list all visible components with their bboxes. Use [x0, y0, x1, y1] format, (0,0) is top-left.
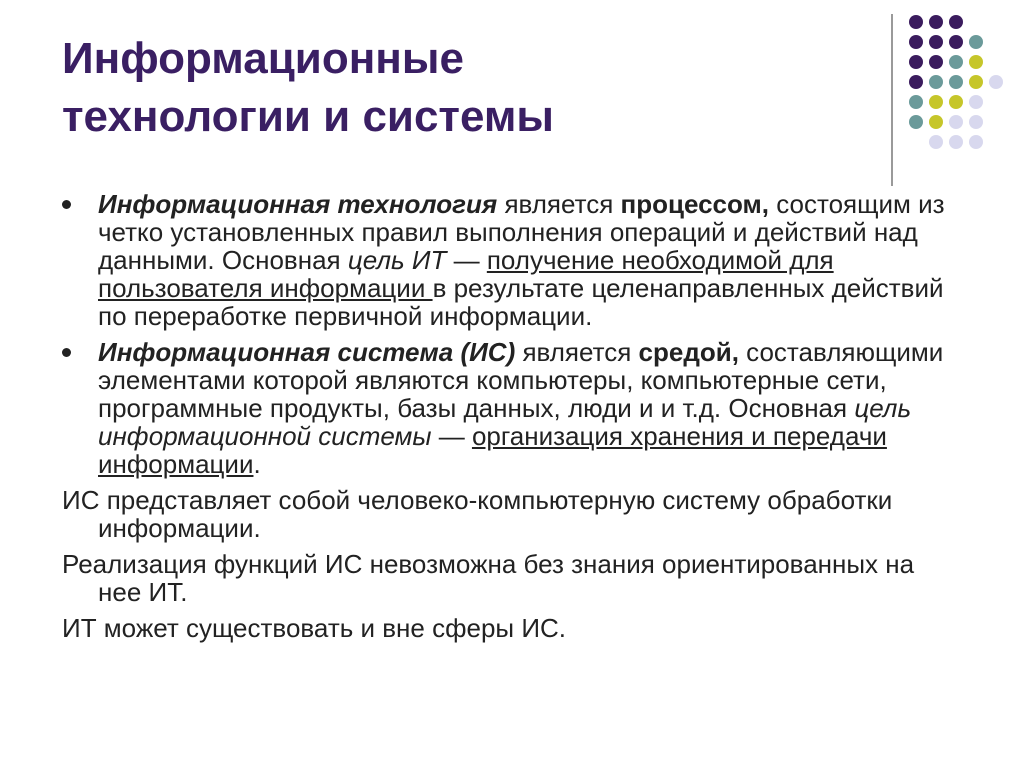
dash: — — [446, 245, 487, 275]
decor-dot — [909, 15, 923, 29]
text: состоящим из четко установленных правил выполнения операций и действий над данными. Основная — [98, 189, 945, 275]
title-line-1: Информационные — [62, 34, 464, 83]
decor-dot — [949, 55, 963, 69]
slide-title — [62, 30, 842, 146]
decor-dot — [949, 35, 963, 49]
decor-dot — [949, 115, 963, 129]
decor-dot — [909, 95, 923, 109]
decor-dot — [989, 75, 1003, 89]
title-divider — [891, 14, 893, 186]
decor-dot — [969, 75, 983, 89]
text: составляющими элементами которой являются компьютеры, компьютерные сети, программные продукты, базы данных, люди и и т.д. Основная — [98, 337, 944, 423]
paragraph-1: ИС представляет собой человеко-компьютерную систему обработки информации. — [62, 485, 893, 543]
slide-body — [62, 190, 962, 650]
keyword: процессом, — [620, 189, 769, 219]
dash: — — [431, 421, 472, 451]
decor-dot — [909, 75, 923, 89]
goal: цель информационной системы — [98, 393, 912, 451]
decor-dot — [909, 35, 923, 49]
decor-dot — [969, 135, 983, 149]
keyword: средой, — [638, 337, 739, 367]
decor-dot — [949, 135, 963, 149]
decor-dot — [929, 115, 943, 129]
decor-dot — [949, 95, 963, 109]
decorative-dot-grid — [906, 12, 1006, 172]
bullet-icon — [62, 348, 71, 357]
text-tail: в результате целенаправленных действий по переработке первичной информации. — [98, 273, 944, 331]
decor-dot — [909, 55, 923, 69]
decor-dot — [929, 135, 943, 149]
bullet-item-2 — [62, 338, 962, 478]
decor-dot — [969, 95, 983, 109]
decor-dot — [929, 75, 943, 89]
decor-dot — [929, 55, 943, 69]
decor-dot — [929, 95, 943, 109]
paragraph-2: Реализация функций ИС невозможна без знания ориентированных на нее ИТ. — [62, 549, 915, 607]
paragraph-3: ИТ может существовать и вне сферы ИС. — [62, 613, 567, 643]
bullet-icon — [62, 200, 71, 209]
title-line-2: технологии и системы — [62, 92, 554, 141]
decor-dot — [949, 75, 963, 89]
decor-dot — [949, 15, 963, 29]
text-tail: . — [253, 449, 261, 479]
goal: цель ИТ — [347, 245, 447, 275]
dot-grid-icon — [906, 12, 1006, 172]
decor-dot — [969, 35, 983, 49]
decor-dot — [969, 115, 983, 129]
bullet-item-1 — [62, 190, 962, 330]
decor-dot — [929, 15, 943, 29]
underlined-text: получение необходимой для пользователя информации — [98, 245, 834, 303]
decor-dot — [909, 115, 923, 129]
decor-dot — [969, 55, 983, 69]
term: Информационная технология — [98, 189, 498, 219]
verb: является — [515, 337, 639, 367]
underlined-text: организация хранения и передачи информации — [98, 421, 887, 479]
decor-dot — [929, 35, 943, 49]
verb: является — [497, 189, 621, 219]
term: Информационная система (ИС) — [98, 337, 516, 367]
